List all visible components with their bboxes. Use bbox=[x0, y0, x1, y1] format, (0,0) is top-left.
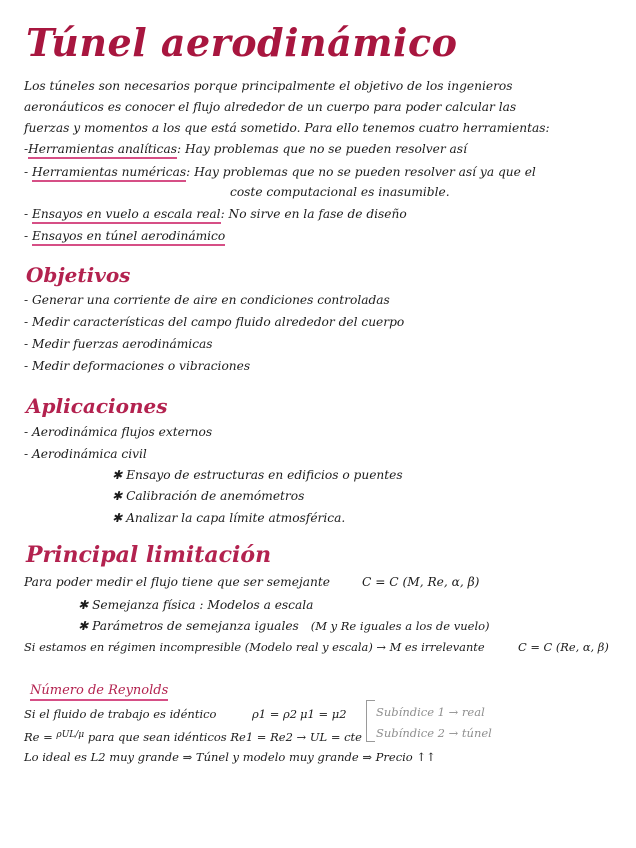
tool-name: Herramientas analíticas bbox=[28, 142, 177, 159]
list-item: - Medir fuerzas aerodinámicas bbox=[24, 337, 213, 351]
section-heading-objetivos: Objetivos bbox=[26, 263, 131, 287]
list-item: - Medir deformaciones o vibraciones bbox=[24, 359, 251, 373]
subscript-note-tunel: Subíndice 2 → túnel bbox=[376, 726, 492, 740]
limitacion-line-1: Para poder medir el flujo tiene que ser semejante bbox=[24, 575, 330, 589]
tool-desc: : No sirve en la fase de diseño bbox=[220, 207, 407, 221]
density-equality: ρ1 = ρ2 bbox=[252, 707, 298, 721]
viscosity-equality: μ1 = μ2 bbox=[300, 707, 347, 721]
reynolds-line-3: Lo ideal es L2 muy grande ⇒ Túnel y modelo muy grande ⇒ Precio ↑↑ bbox=[24, 750, 436, 764]
list-item: - Generar una corriente de aire en condiciones controladas bbox=[24, 293, 390, 307]
bracket-divider bbox=[366, 700, 375, 742]
subscript-note-real: Subíndice 1 → real bbox=[376, 705, 485, 719]
formula-coefficients: C = C (M, Re, α, β) bbox=[362, 575, 480, 589]
tool-name: Ensayos en vuelo a escala real bbox=[32, 207, 221, 224]
limitacion-line-2: Si estamos en régimen incompresible (Modelo real y escala) → M es irrelevante bbox=[24, 640, 485, 654]
sub-list-item: ✱ Calibración de anemómetros bbox=[112, 489, 305, 503]
reynolds-fraction: ρUL/μ bbox=[56, 730, 85, 740]
intro-line-1: Los túneles son necesarios porque principalmente el objetivo de los ingenieros bbox=[24, 79, 513, 93]
tool-item-ensayos-tunel: - Ensayos en túnel aerodinámico bbox=[24, 228, 225, 244]
list-item: - Aerodinámica civil bbox=[24, 447, 147, 461]
tool-desc-continued: coste computacional es inasumible. bbox=[230, 185, 450, 199]
reynolds-equation: Re1 = Re2 → UL = cte bbox=[230, 730, 362, 744]
intro-line-3: fuerzas y momentos a los que está sometido. Para ello tenemos cuatro herramientas: bbox=[24, 121, 550, 135]
intro-line-2: aeronáuticos es conocer el flujo alrededor de un cuerpo para poder calcular las bbox=[24, 100, 517, 114]
list-item: - Medir características del campo fluido alrededor del cuerpo bbox=[24, 315, 405, 329]
reynolds-symbol: Re = bbox=[24, 730, 53, 744]
section-heading-limitacion: Principal limitación bbox=[26, 542, 272, 568]
list-item: - Aerodinámica flujos externos bbox=[24, 425, 213, 439]
tool-item-ensayos-vuelo: - Ensayos en vuelo a escala real: No sirve en la fase de diseño bbox=[24, 206, 407, 222]
reynolds-line-1: Si el fluido de trabajo es idéntico bbox=[24, 707, 217, 721]
reynolds-line-2 bbox=[24, 727, 362, 745]
tool-item-numericas: - Herramientas numéricas: Hay problemas que no se pueden resolver así ya que el bbox=[24, 164, 536, 180]
sub-list-item: ✱ Analizar la capa límite atmosférica. bbox=[112, 511, 346, 525]
sub-list-item: ✱ Semejanza física : Modelos a escala bbox=[78, 598, 314, 612]
reynolds-text: para que sean idénticos bbox=[87, 730, 227, 744]
tool-desc: : Hay problemas que no se pueden resolver así ya que el bbox=[186, 165, 536, 179]
sub-list-item bbox=[78, 618, 490, 634]
page-title: Túnel aerodinámico bbox=[26, 20, 458, 65]
sub-item-note: (M y Re iguales a los de vuelo) bbox=[310, 619, 490, 633]
tool-name: Ensayos en túnel aerodinámico bbox=[32, 229, 225, 246]
tool-item-analiticas: -Herramientas analíticas: Hay problemas que no se pueden resolver así bbox=[24, 141, 467, 157]
tool-desc: : Hay problemas que no se pueden resolver así bbox=[177, 142, 467, 156]
section-heading-reynolds: Número de Reynolds bbox=[30, 683, 168, 701]
section-heading-aplicaciones: Aplicaciones bbox=[26, 394, 168, 418]
sub-list-item: ✱ Ensayo de estructuras en edificios o puentes bbox=[112, 468, 403, 482]
formula-incompressible: C = C (Re, α, β) bbox=[518, 640, 609, 654]
tool-name: Herramientas numéricas bbox=[32, 165, 186, 182]
sub-item-text: ✱ Parámetros de semejanza iguales bbox=[78, 619, 299, 633]
